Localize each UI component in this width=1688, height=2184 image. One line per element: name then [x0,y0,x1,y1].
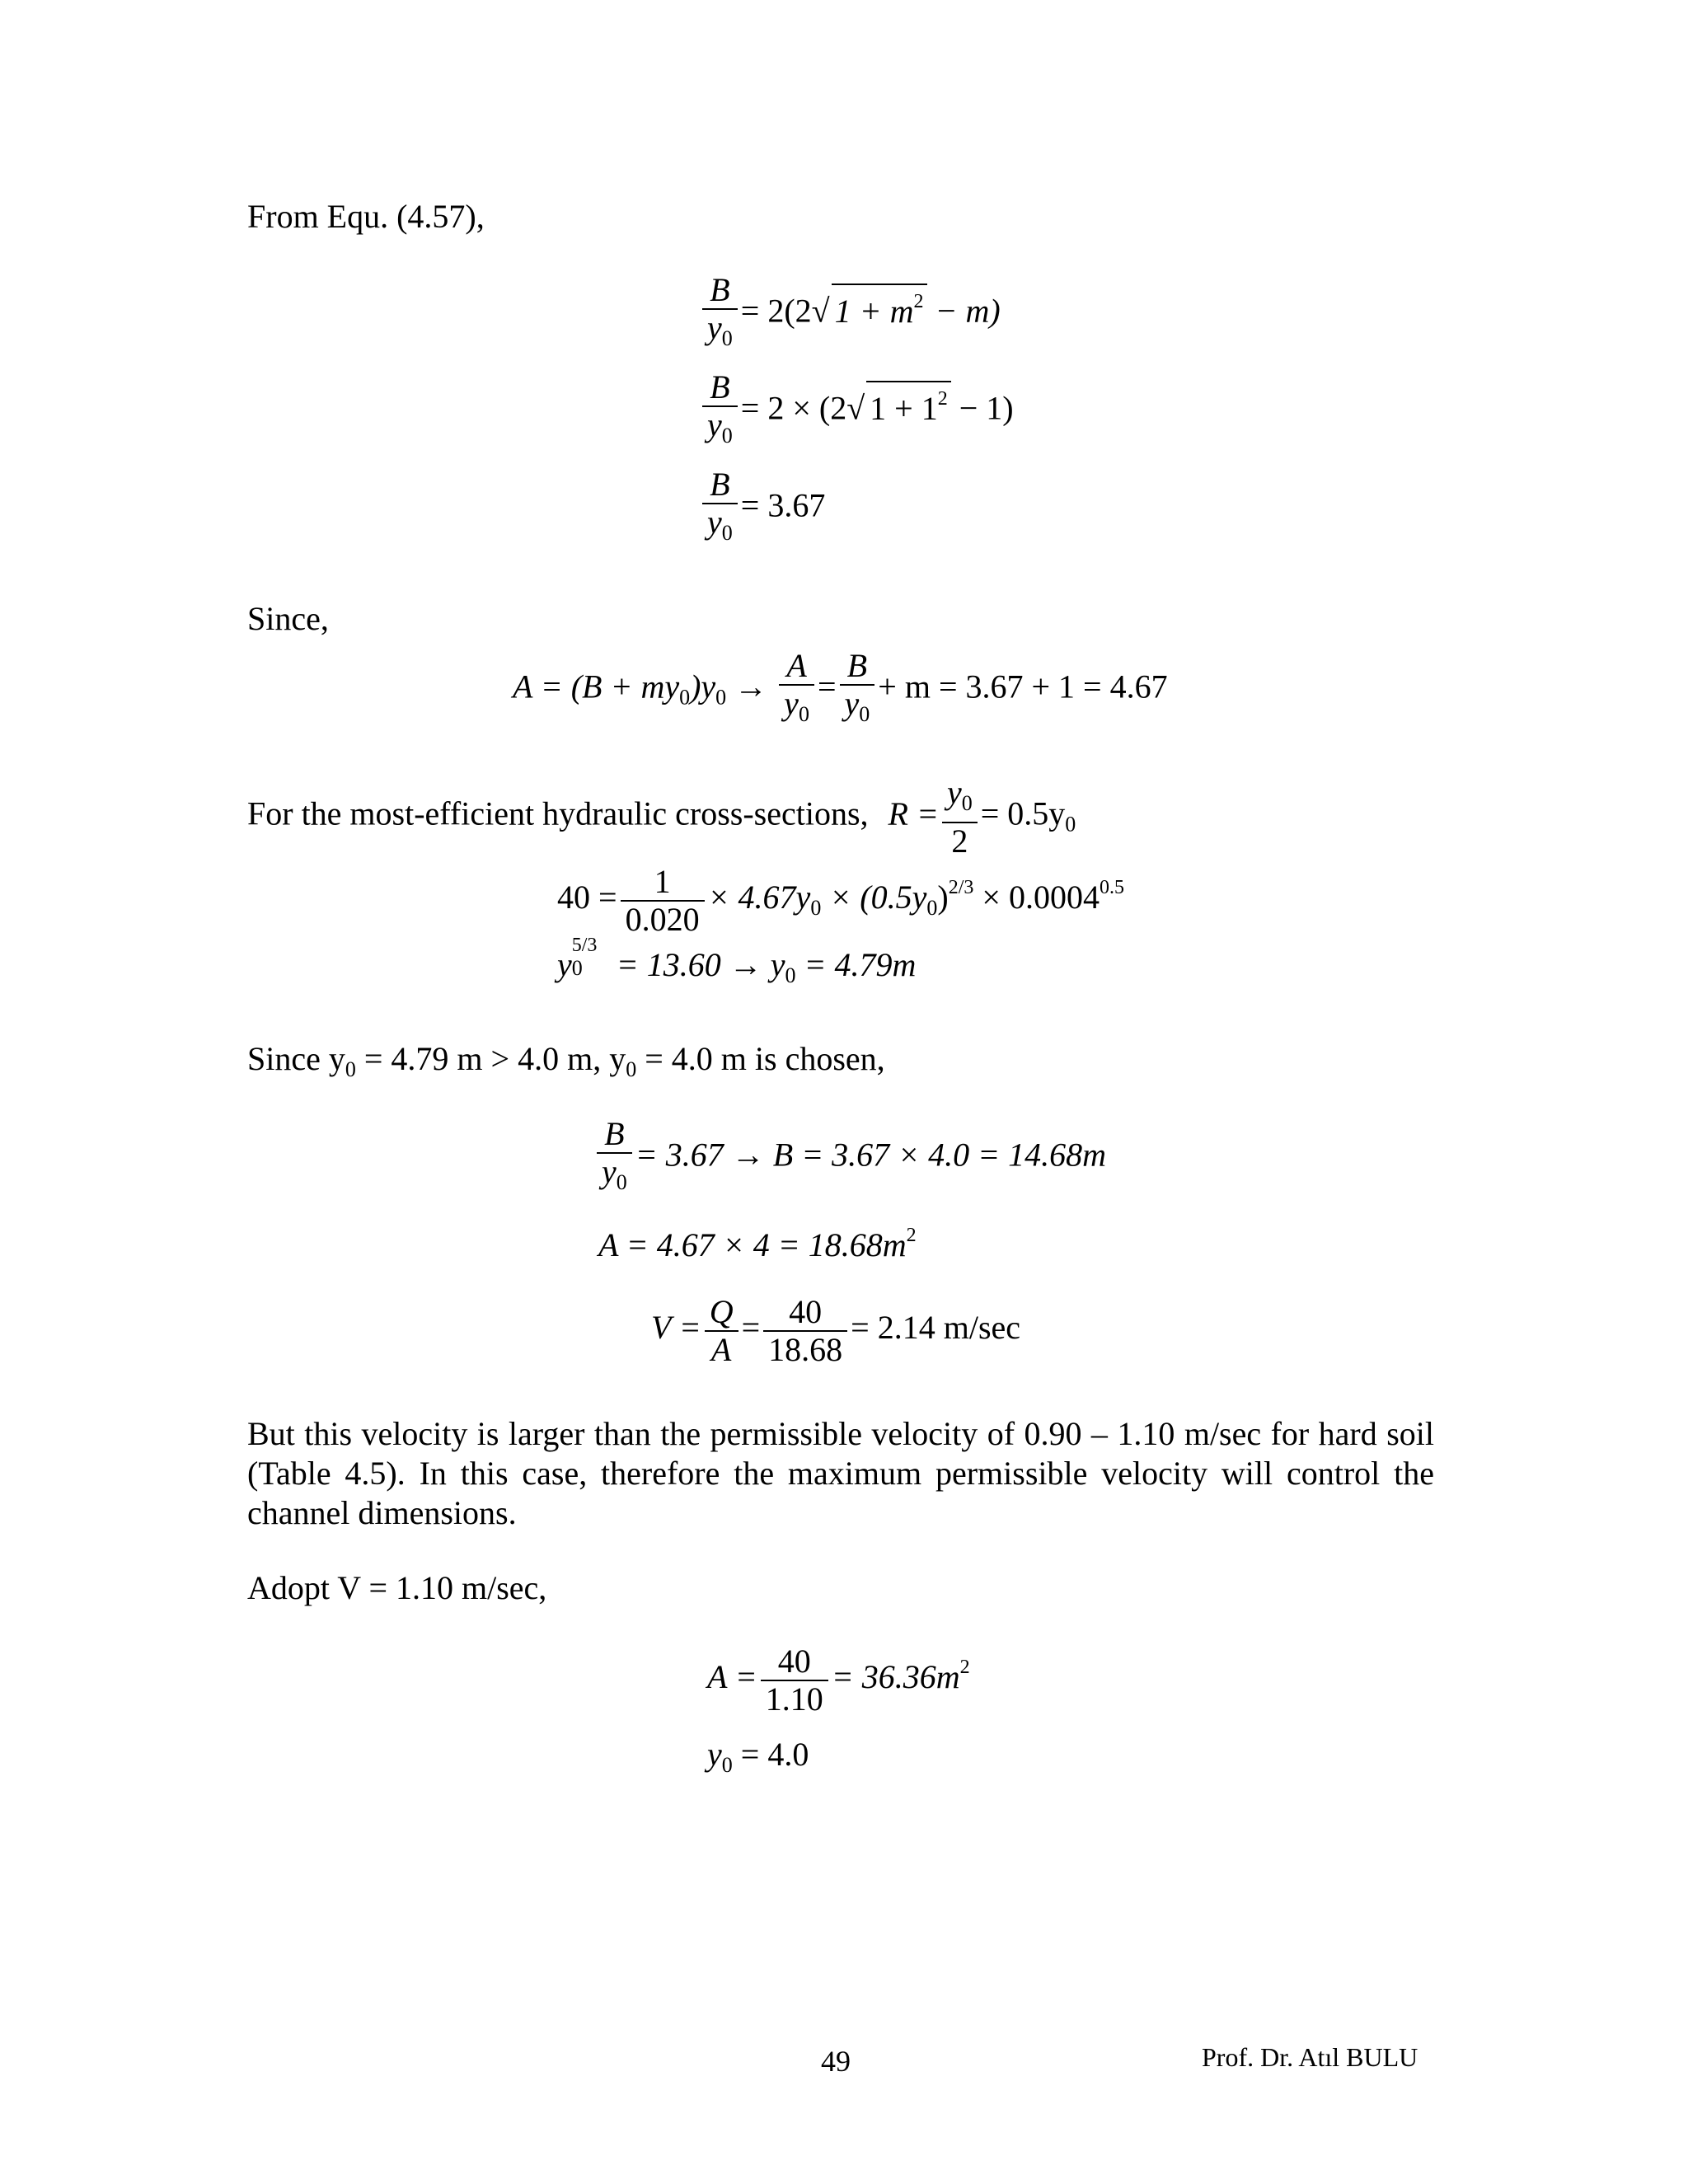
since-chosen-line [247,1040,885,1089]
equation-b-over-y0-substituted [699,369,1014,454]
radicand-text: 1 + m [834,292,914,330]
most-efficient-text: For the most-efficient hydraulic cross-sections, [247,794,869,832]
rhs: = 2.14 m/sec [851,1309,1021,1347]
equation-y0-solution [557,935,917,995]
den-var: y [602,1153,617,1190]
sub: 0 [721,1753,733,1777]
fraction-q-over-a [705,1294,738,1368]
pre-sub: 0 [679,685,691,710]
fraction [761,1643,828,1718]
sqrt-sign: √ [811,292,830,330]
numerator: B [597,1116,632,1154]
rhs: = 36.36m [831,1658,960,1696]
den-var: y [707,406,722,443]
term2: × (0.5y [829,879,927,916]
den-sub: 0 [721,326,733,350]
fraction-b-over-y0 [840,648,875,733]
rhs: = 0.5y [980,794,1066,832]
numerator: A [779,648,814,686]
pre: A = (B + my [513,668,680,705]
sub: 0 [571,956,583,980]
numerator: B [840,648,875,686]
r-lhs: R = [888,794,939,832]
equation-area-adopted [707,1643,970,1718]
sup: 2 [906,1225,917,1246]
den-sub: 0 [798,702,809,726]
rhs-pre: = 2 × (2 [740,389,847,427]
numerator: 40 [763,1294,847,1332]
denominator: 0.020 [625,901,700,938]
term3: × 0.0004 [982,879,1100,916]
numerator: B [702,369,738,407]
lhs: V = [651,1309,701,1347]
adopt-text: Adopt V = 1.10 m/sec, [247,1569,547,1606]
den-sub: 0 [859,702,870,726]
equation-b-over-y0-general [699,272,1001,357]
rhs: = 3.67 [740,486,826,524]
numerator [942,775,978,823]
part-a: Since y [247,1040,345,1077]
denominator: 1.10 [765,1680,823,1718]
arrow: → [734,668,768,705]
var: y [707,1736,722,1773]
radicand [832,284,927,328]
denominator [702,504,738,551]
fraction-a-over-y0 [779,648,814,733]
den-var: y [707,504,722,541]
equation-area [513,648,1168,733]
denominator: A [710,1331,732,1368]
sqrt-sign: √ [846,389,865,427]
num-sub: 0 [961,791,973,815]
fraction-1-over-n [621,864,705,938]
equation-velocity [651,1294,1020,1368]
equals: = [817,668,837,705]
intro-text: From Equ. (4.57), [247,198,485,235]
denominator: 2 [951,823,968,860]
numerator: Q [705,1294,738,1332]
most-efficient-line [247,775,1076,860]
rhs-post: − m) [935,292,1001,330]
numerator: 40 [761,1643,828,1681]
post: + m = 3.67 + 1 = 4.67 [878,668,1168,705]
equation-area-value [598,1216,917,1264]
rhs: = 3.67 → B = 3.67 × 4.0 = 14.68m [635,1136,1107,1174]
den-sub: 0 [616,1170,627,1194]
term1: × 4.67y [707,879,811,916]
fraction [702,369,738,454]
author: Prof. Dr. Atıl BULU [1202,2042,1418,2072]
rhs: = 4.0 [740,1736,809,1773]
denominator: 18.68 [768,1331,843,1368]
numerator: 1 [621,864,705,902]
term2-sup: 2/3 [948,877,974,899]
rest: = 13.60 → y [616,946,785,983]
den-sub: 0 [721,521,733,545]
equation-b-width [593,1116,1106,1201]
radicand-sup: 2 [913,290,924,312]
paragraph-permissible-velocity: But this velocity is larger than the permissible velocity of 0.90 – 1.10 m/sec for hard soil (Table 4.5). In this case, therefore the maximum permissible velocity will control the channel dimensions. [247,1415,1434,1531]
denominator [840,686,875,733]
mid: )y [690,668,716,705]
equals: = [741,1309,761,1347]
den-var: y [784,685,799,722]
equation-manning [557,864,1124,938]
result: = 4.79m [804,946,917,983]
sup: 5/3 [571,935,598,956]
fraction-y0-over-2 [942,775,978,860]
radicand-text: 1 + 1 [870,389,938,427]
term3-sup: 0.5 [1099,877,1124,899]
part-c: = 4.0 m is chosen, [636,1040,885,1077]
rhs-sup: 2 [959,1657,970,1679]
fraction-values [763,1294,847,1368]
term2-close: ) [937,879,949,916]
rhs-pre: = 2(2 [740,292,812,330]
term1-sub: 0 [810,896,822,921]
mid-sub: 0 [715,685,727,710]
fraction [702,272,738,357]
lhs: A = [707,1658,757,1696]
text: A = 4.67 × 4 = 18.68m [598,1226,907,1263]
numerator: B [702,272,738,310]
den-sub: 0 [721,424,733,448]
denominator [702,407,738,454]
den-var: y [844,685,860,722]
denominator [597,1154,632,1201]
sub-sup-group [571,935,608,984]
radicand-sup: 2 [937,387,948,410]
part-b-sub: 0 [626,1057,637,1081]
since-text: Since, [247,600,329,637]
denominator [702,310,738,357]
rhs-post: − 1) [959,389,1014,427]
lhs: 40 = [557,879,617,916]
den-var: y [707,309,722,346]
fraction [702,466,738,551]
denominator [779,686,814,733]
part-b: = 4.79 m > 4.0 m, y [355,1040,626,1077]
term2-sub: 0 [926,896,938,921]
rest-sub: 0 [785,963,796,987]
var: y [557,946,572,983]
numerator: B [702,466,738,504]
part-a-sub: 0 [345,1057,356,1081]
equation-y0-adopted [707,1736,809,1784]
fraction [597,1116,632,1201]
num-var: y [946,774,962,811]
radicand [866,381,951,425]
page-number: 49 [821,2045,851,2078]
rhs-sub: 0 [1065,812,1076,837]
equation-b-over-y0-result [699,466,825,551]
